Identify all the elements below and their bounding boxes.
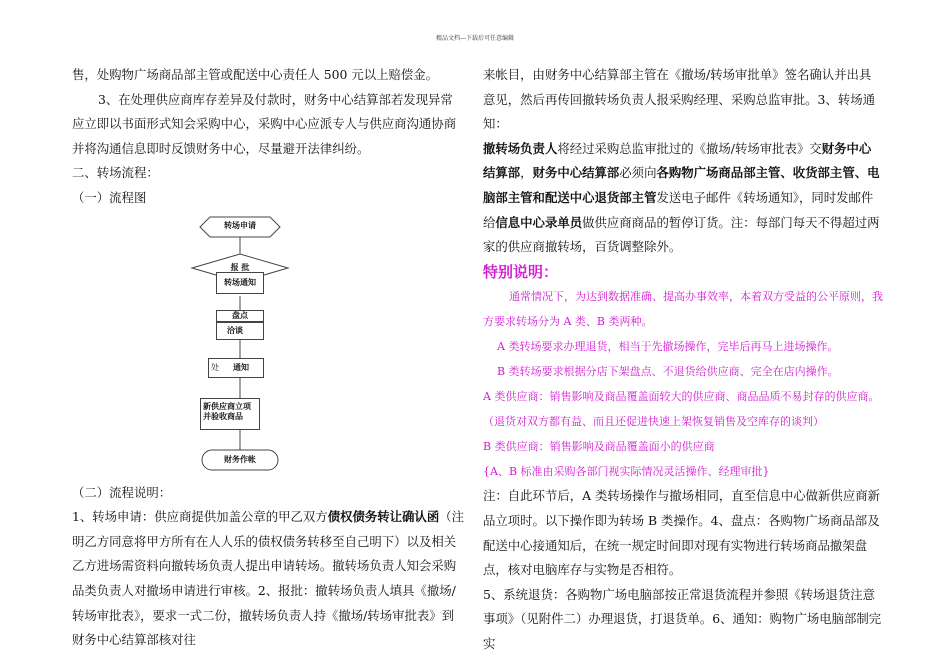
- text: 发送电子邮件《转场通知》，同时发邮件给: [483, 189, 874, 230]
- special-note: {A、B 标准由采购各部门视实际情况灵活操作、经理审批}: [483, 465, 770, 479]
- flow-step-apply: 转场申请: [224, 221, 256, 230]
- bold-text: 财务中心结算部: [532, 165, 620, 181]
- bold-text: 信息中心录单员: [495, 214, 583, 230]
- paragraph: [483, 137, 883, 260]
- bold-text: 债权债务转让确认函: [327, 509, 440, 525]
- flow-step-count: 盘点: [216, 310, 264, 322]
- text: 将经过采购总监审批过的《撤场/转场审批表》交: [557, 140, 822, 156]
- paragraph: [72, 505, 465, 653]
- paragraph: 来帐目，由财务中心结算部主管在《撤场/转场审批单》签名确认并出具意见，然后再传回撤转场负责人报采购经理、采购总监审批。3、转场通知：: [483, 67, 875, 132]
- right-column: [483, 63, 883, 657]
- flow-step-approve: 报 批: [230, 263, 250, 272]
- text: ，: [520, 165, 533, 181]
- paragraph: 售，处购物广场商品部主管或配送中心责任人 500 元以上赔偿金。: [72, 67, 439, 82]
- paragraph: 3、在处理供应商库存差异及付款时，财务中心结算部若发现异常应立即以书面形式知会采购中心，采购中心应派专人与供应商沟通协商并将沟通信息即时反馈财务中心，尽量避开法律纠纷。: [72, 91, 457, 156]
- bold-text: 财务中心结算部: [483, 140, 872, 181]
- section-heading: 二、转场流程：: [72, 165, 159, 181]
- bold-text: 各购物广场商品部主管、收货部主管、电脑部主管和配送中心退货部主管: [483, 165, 880, 205]
- subsection-heading: （一）流程图: [72, 189, 147, 205]
- special-note: 通常情况下，为达到数据准确、提高办事效率，本着双方受益的公平原则，我方要求转场分为 A 类、B 类两种。: [483, 290, 883, 329]
- bold-text: 撤转场负责人: [483, 140, 558, 156]
- flowchart-lines: [180, 210, 300, 485]
- special-note: B 类转场要求根据分店下架盘点、不退货给供应商、完全在店内操作。: [497, 365, 839, 379]
- flowchart: [180, 210, 300, 485]
- text: 处: [211, 363, 219, 372]
- flow-step-notice: 转场通知: [216, 272, 264, 294]
- special-note-heading: 特别说明：: [483, 262, 559, 281]
- text: （注明乙方同意将甲方所有在人人乐的债权债务转移至自己明下）以及相关乙方进场需资料向撤转场负责人提出申请转场。撤转场负责人知会采购品类负责人对撤场申请进行审核。2、报批：撤转场负责人填具《撤场/转场审批表》，要求一式二份，撤转场负责人持《撤场/转场审批表》到财务中心结算部核对往: [72, 509, 464, 648]
- special-note: （退货对双方都有益、而且还促进快速上架恢复销售及空库存的谈判）: [483, 415, 824, 429]
- text: 做供应商商品的暂停订货。注：每部门每天不得超过两家的供应商撤转场，百货调整除外。: [483, 214, 880, 255]
- paragraph: 注：自此环节后，A 类转场操作与撤场相同，直至信息中心做新供应商新品立项时。以下操作即为转场 B 类操作。4、盘点：各购物广场商品部及配送中心接通知后，在统一规定时间即对现有实物进行转场商品撤架盘点，核对电脑库存与实物是否相符。: [483, 488, 880, 578]
- flow-step-accounting: 财务作帐: [224, 455, 256, 464]
- special-note: A 类供应商：销售影响及商品覆盖面较大的供应商、商品品质不易封存的供应商。: [483, 390, 880, 404]
- special-note: A 类转场要求办理退货，相当于先撤场操作，完毕后再马上进场操作。: [497, 340, 839, 354]
- text: 通知: [233, 363, 249, 372]
- flow-step-negotiate: 洽谈: [216, 322, 264, 340]
- page-header: 精品文档---下载后可任意编辑: [435, 35, 515, 42]
- paragraph: 5、系统退货：各购物广场电脑部按正常退货流程并参照《转场退货注意事项》（见附件二）办理退货，打退货单。6、通知：购物广场电脑部制完实: [483, 586, 882, 651]
- text: 必须向: [619, 165, 657, 181]
- special-note: B 类供应商：销售影响及商品覆盖面小的供应商: [483, 440, 715, 454]
- flow-step-new-supplier: 新供应商立项并验收商品: [200, 398, 260, 430]
- subsection-heading: （二）流程说明：: [72, 484, 172, 500]
- flow-step-return-notice: [208, 358, 264, 378]
- text: 1、转场申请：供应商提供加盖公章的甲乙双方: [72, 509, 328, 525]
